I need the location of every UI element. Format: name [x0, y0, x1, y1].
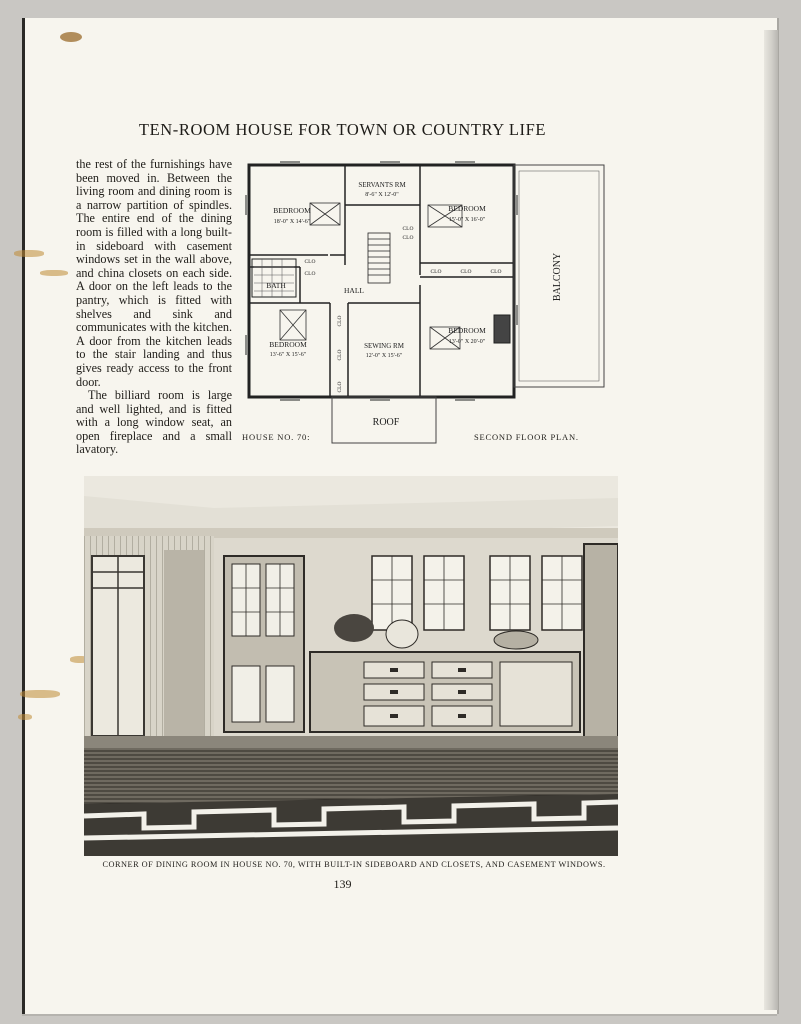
- page-title: TEN-ROOM HOUSE FOR TOWN OR COUNTRY LIFE: [138, 120, 547, 139]
- label-clo: CLO: [337, 315, 343, 327]
- ink-blot: [60, 32, 82, 42]
- label-clo: CLO: [337, 381, 343, 393]
- outer-wall: [249, 165, 514, 397]
- label-balcony: BALCONY: [552, 252, 563, 302]
- label-bedroom-ne-size: 15'-0" X 16'-0": [448, 217, 486, 223]
- label-sewing: SEWING RM: [364, 342, 404, 350]
- label-bath: BATH: [266, 281, 286, 290]
- stain: [40, 270, 68, 276]
- label-clo: CLO: [402, 235, 414, 241]
- dining-room-photo: [84, 476, 618, 856]
- label-clo: CLO: [402, 226, 414, 232]
- label-bedroom-nw: BEDROOM: [273, 206, 311, 215]
- stain: [18, 714, 32, 720]
- label-clo: CLO: [337, 349, 343, 361]
- label-servants-size: 8'-6" X 12'-0": [365, 192, 399, 198]
- label-bedroom-ne: BEDROOM: [448, 204, 486, 213]
- stain: [14, 250, 44, 257]
- page-number: 139: [333, 877, 352, 891]
- body-text: [76, 158, 232, 457]
- house-label: HOUSE NO. 70:: [242, 432, 311, 442]
- paragraph-1: the rest of the furnishings have been moved in. Between the living room and dining room is a narrow partition of spindles. The entire end of the dining room is filled with a long built-in sideboard with casement windows set in the wall above, and china closets on each side. A door on the left leads to the pantry, which is fitted with shelves and sink and communicates with the kitchen. A door from the kitchen leads to the stair landing and thus gives ready access to the front door.: [76, 157, 232, 389]
- label-bedroom-nw-size: 18'-0" X 14'-6": [273, 219, 311, 225]
- photo-caption: CORNER OF DINING ROOM IN HOUSE NO. 70, WITH BUILT-IN SIDEBOARD AND CLOSETS, AND CASEMENT WINDOWS.: [102, 860, 606, 869]
- label-bedroom-se-size: 13'-0" X 20'-0": [448, 339, 486, 345]
- label-hall: HALL: [344, 286, 364, 295]
- plan-label: SECOND FLOOR PLAN.: [474, 432, 579, 442]
- label-clo: CLO: [460, 269, 472, 275]
- label-clo: CLO: [304, 271, 316, 277]
- label-roof: ROOF: [372, 417, 400, 428]
- label-bedroom-sw: BEDROOM: [269, 340, 307, 349]
- paragraph-2: The billiard room is large and well lighted, and is fitted with a long window seat, an open fireplace and a small lavatory.: [76, 388, 232, 457]
- label-clo: CLO: [490, 269, 502, 275]
- label-clo: CLO: [430, 269, 442, 275]
- label-sewing-size: 12'-0" X 15'-6": [365, 353, 403, 359]
- label-servants: SERVANTS RM: [358, 181, 406, 189]
- label-clo: CLO: [304, 259, 316, 265]
- second-floor-plan: [240, 155, 610, 447]
- stain: [20, 690, 60, 698]
- label-bedroom-se: BEDROOM: [448, 326, 486, 335]
- page-edge: [764, 30, 778, 1010]
- label-bedroom-sw-size: 13'-6" X 15'-6": [269, 352, 307, 358]
